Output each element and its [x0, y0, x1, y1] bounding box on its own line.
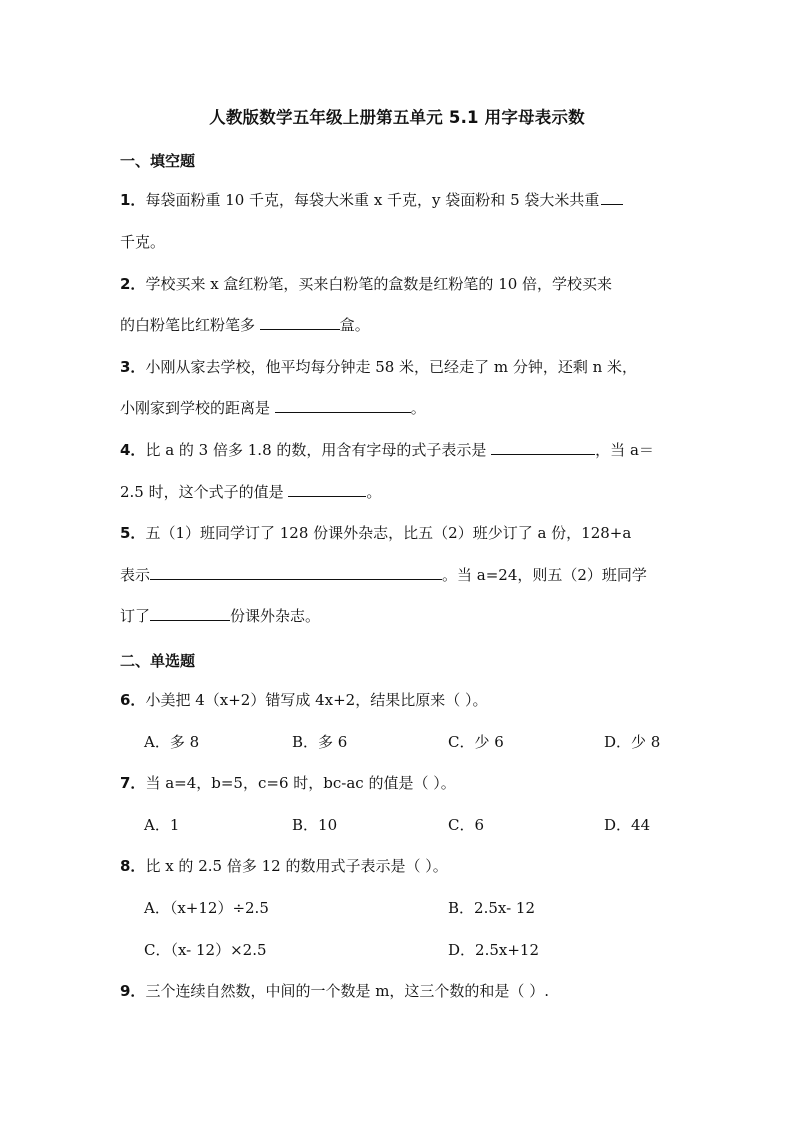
- question-4-blank-1[interactable]: [491, 440, 595, 455]
- question-7-number: 7．: [120, 774, 146, 792]
- question-6-option-c[interactable]: C．少 6: [448, 733, 504, 751]
- question-4-text-2: 2.5 时，这个式子的值是: [120, 483, 289, 501]
- page-title: 人教版数学五年级上册第五单元 5.1 用字母表示数: [209, 108, 585, 127]
- question-9-text: 三个连续自然数，中间的一个数是 m，这三个数的和是（ ）.: [145, 982, 549, 1000]
- question-6-number: 6．: [120, 691, 146, 709]
- question-7-text: 当 a=4，b=5，c=6 时，bc-ac 的值是（ ）。: [145, 774, 456, 792]
- question-3-number: 3．: [120, 358, 146, 376]
- question-6-line: [120, 689, 680, 711]
- question-8-option-d[interactable]: D．2.5x+12: [448, 941, 539, 959]
- section-single-choice-title: 二、单选题: [120, 652, 196, 670]
- question-3-blank[interactable]: [275, 398, 411, 413]
- question-3-text-end: 。: [410, 399, 426, 417]
- question-9-number: 9．: [120, 982, 146, 1000]
- question-1-line-1: [120, 189, 680, 211]
- question-4-text: 比 a 的 3 倍多 1.8 的数，用含有字母的式子表示是: [145, 441, 492, 459]
- question-8-text: 比 x 的 2.5 倍多 12 的数用式子表示是（ ）。: [145, 857, 448, 875]
- question-4-number: 4．: [120, 441, 146, 459]
- question-5-line-1: [120, 522, 680, 544]
- question-8-number: 8．: [120, 857, 146, 875]
- question-5-blank-2[interactable]: [150, 606, 230, 621]
- question-4-text-end: 。: [366, 483, 382, 501]
- question-2-number: 2．: [120, 275, 146, 293]
- question-5-text-3: 订了: [120, 607, 151, 625]
- question-5-text-2b: 。当 a=24，则五（2）班同学: [442, 566, 647, 584]
- question-4-line-1: [120, 439, 680, 461]
- question-3-line-2: [120, 397, 680, 419]
- question-5-text-end: 份课外杂志。: [230, 607, 321, 625]
- question-9-line: [120, 980, 680, 1002]
- question-2-text: 学校买来 x 盒红粉笔，买来白粉笔的盒数是红粉笔的 10 倍，学校买来: [145, 275, 613, 293]
- question-5-line-2: [120, 564, 680, 586]
- question-7-line: [120, 772, 680, 794]
- question-2-line-2: [120, 314, 680, 336]
- question-6-option-d[interactable]: D．少 8: [604, 733, 661, 751]
- question-5-text: 五（1）班同学订了 128 份课外杂志，比五（2）班少订了 a 份，128+a: [145, 524, 632, 542]
- question-6-option-b[interactable]: B．多 6: [292, 733, 348, 751]
- question-8-line: [120, 855, 680, 877]
- question-4-text-b: ，当 a＝: [595, 441, 654, 459]
- question-2-text-2: 的白粉笔比红粉笔多: [120, 316, 260, 334]
- question-3-text-2: 小刚家到学校的距离是: [120, 399, 275, 417]
- question-1-number: 1．: [120, 191, 146, 209]
- question-2-text-end: 盒。: [339, 316, 370, 334]
- question-7-option-c[interactable]: C．6: [448, 816, 485, 834]
- question-1-line-2: [120, 231, 680, 253]
- question-2-line-1: [120, 273, 680, 295]
- question-1-text: 每袋面粉重 10 千克，每袋大米重 x 千克，y 袋面粉和 5 袋大米共重: [145, 191, 600, 209]
- question-7-option-d[interactable]: D．44: [604, 816, 651, 834]
- question-5-line-3: [120, 605, 680, 627]
- question-5-text-2: 表示: [120, 566, 151, 584]
- question-5-blank-1[interactable]: [150, 565, 442, 580]
- question-1-blank[interactable]: [601, 190, 623, 205]
- question-4-line-2: [120, 481, 680, 503]
- question-8-option-c[interactable]: C．（x- 12）×2.5: [144, 941, 267, 959]
- question-3-line-1: [120, 356, 680, 378]
- question-4-blank-2[interactable]: [288, 482, 366, 497]
- question-5-number: 5．: [120, 524, 146, 542]
- question-8-option-b[interactable]: B．2.5x- 12: [448, 899, 535, 917]
- question-1-text-end: 千克。: [120, 233, 166, 251]
- question-8-option-a[interactable]: A．（x+12）÷2.5: [144, 899, 269, 917]
- question-6-option-a[interactable]: A．多 8: [144, 733, 200, 751]
- question-3-text: 小刚从家去学校，他平均每分钟走 58 米，已经走了 m 分钟，还剩 n 米，: [145, 358, 638, 376]
- question-7-option-b[interactable]: B．10: [292, 816, 338, 834]
- question-6-text: 小美把 4（x+2）错写成 4x+2，结果比原来（ ）。: [145, 691, 488, 709]
- question-2-blank[interactable]: [260, 315, 340, 330]
- question-7-option-a[interactable]: A．1: [144, 816, 180, 834]
- section-fill-in-title: 一、填空题: [120, 152, 196, 170]
